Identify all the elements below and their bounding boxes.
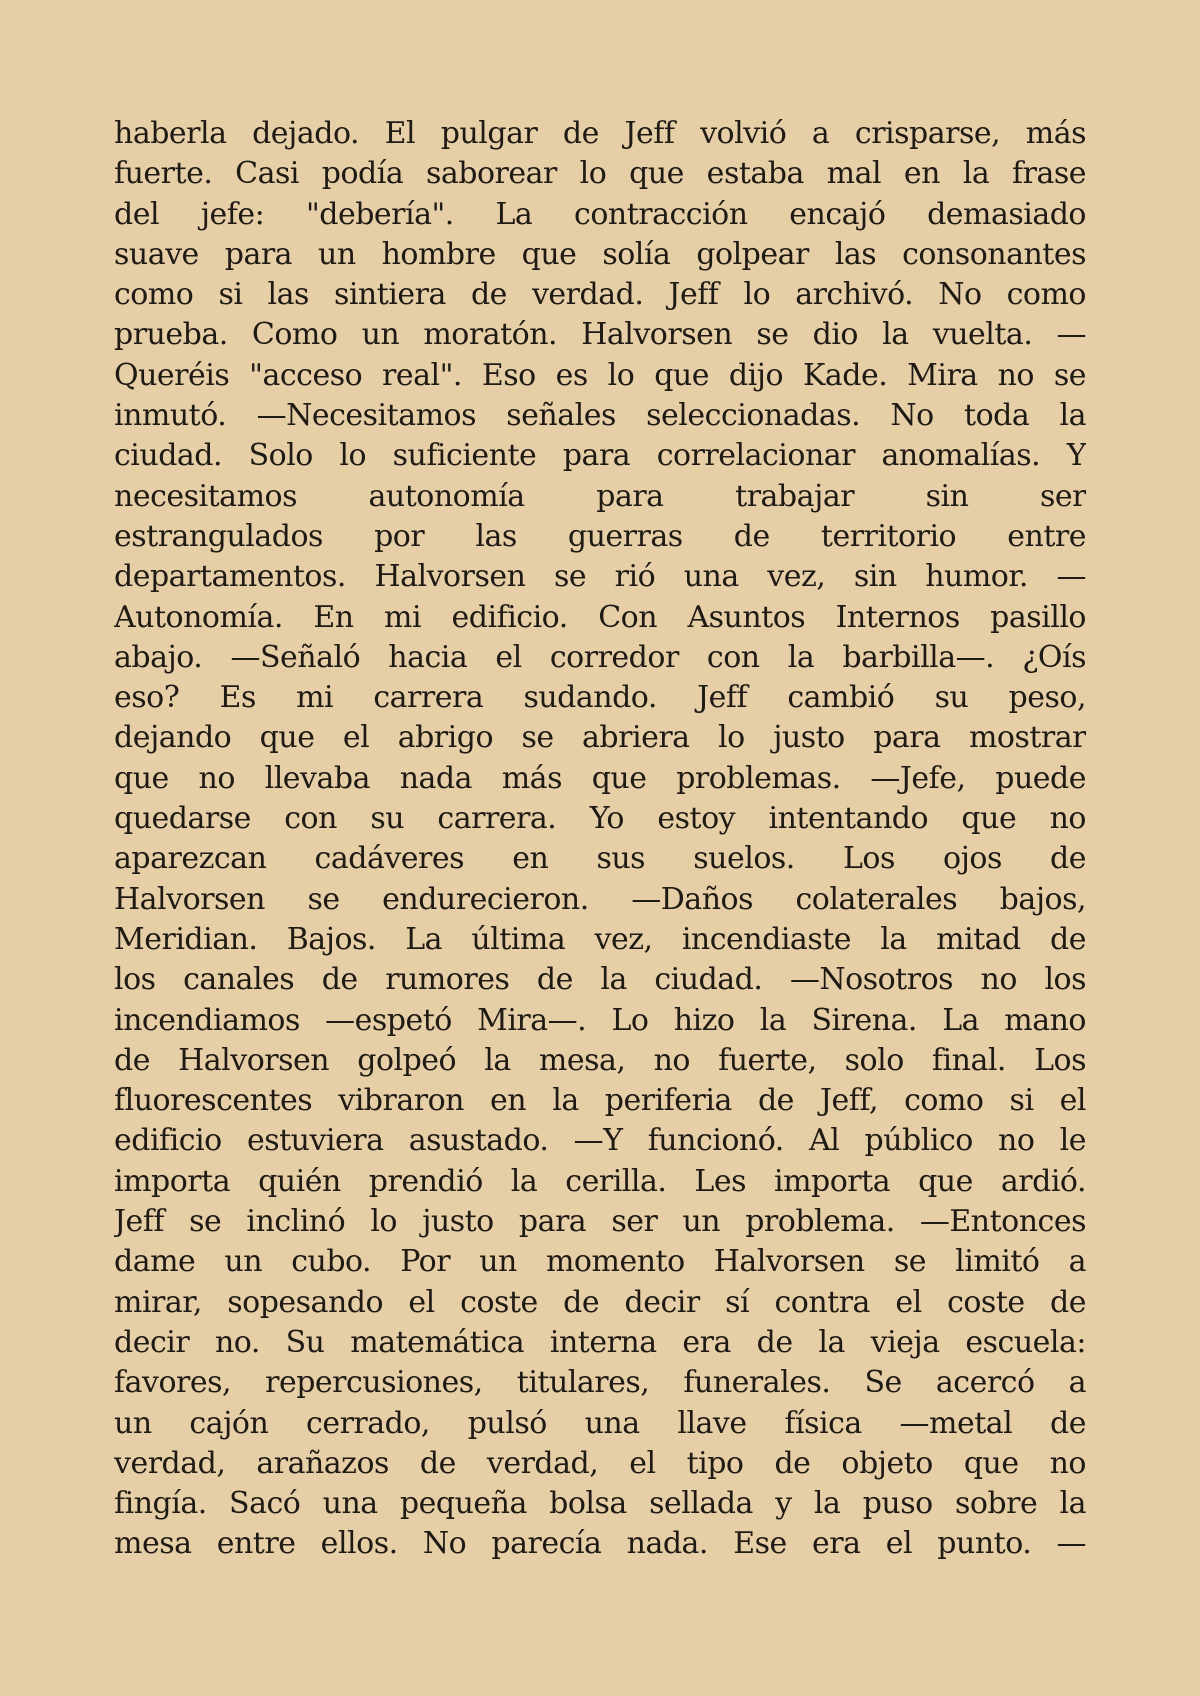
text-line: eso? Es mi carrera sudando. Jeff cambió su peso, bbox=[114, 680, 1086, 716]
text-line: necesitamos autonomía para trabajar sin ser bbox=[114, 478, 1086, 514]
text-line: los canales de rumores de la ciudad. —Nosotros no los bbox=[114, 962, 1086, 998]
text-line: del jefe: "debería". La contracción encajó demasiado bbox=[114, 196, 1086, 232]
text-line: decir no. Su matemática interna era de la vieja escuela: bbox=[114, 1324, 1086, 1360]
text-line: Jeff se inclinó lo justo para ser un problema. —Entonces bbox=[114, 1204, 1086, 1240]
text-line: dejando que el abrigo se abriera lo justo para mostrar bbox=[114, 720, 1086, 756]
text-line: importa quién prendió la cerilla. Les importa que ardió. bbox=[114, 1163, 1086, 1199]
text-line: mesa entre ellos. No parecía nada. Ese era el punto. — bbox=[114, 1526, 1086, 1562]
text-line: departamentos. Halvorsen se rió una vez, sin humor. — bbox=[114, 559, 1086, 595]
text-line: abajo. —Señaló hacia el corredor con la barbilla—. ¿Oís bbox=[114, 639, 1086, 675]
text-line: Queréis "acceso real". Eso es lo que dijo Kade. Mira no se bbox=[114, 357, 1086, 393]
text-line: ciudad. Solo lo suficiente para correlacionar anomalías. Y bbox=[114, 438, 1086, 474]
text-line: estrangulados por las guerras de territorio entre bbox=[114, 518, 1086, 554]
text-line: quedarse con su carrera. Yo estoy intentando que no bbox=[114, 801, 1086, 837]
text-line: mirar, sopesando el coste de decir sí contra el coste de bbox=[114, 1284, 1086, 1320]
text-line: prueba. Como un moratón. Halvorsen se dio la vuelta. — bbox=[114, 317, 1086, 353]
text-line: fuerte. Casi podía saborear lo que estaba mal en la frase bbox=[114, 156, 1086, 192]
text-line: dame un cubo. Por un momento Halvorsen se limitó a bbox=[114, 1244, 1086, 1280]
text-line: fluorescentes vibraron en la periferia de Jeff, como si el bbox=[114, 1083, 1086, 1119]
text-line: como si las sintiera de verdad. Jeff lo archivó. No como bbox=[114, 277, 1086, 313]
text-line: que no llevaba nada más que problemas. —Jefe, puede bbox=[114, 760, 1086, 796]
text-line: de Halvorsen golpeó la mesa, no fuerte, solo final. Los bbox=[114, 1042, 1086, 1078]
text-line: favores, repercusiones, titulares, funerales. Se acercó a bbox=[114, 1365, 1086, 1401]
text-line: suave para un hombre que solía golpear las consonantes bbox=[114, 236, 1086, 272]
text-line: Halvorsen se endurecieron. —Daños colaterales bajos, bbox=[114, 881, 1086, 917]
text-line: edificio estuviera asustado. —Y funcionó. Al público no le bbox=[114, 1123, 1086, 1159]
text-line: fingía. Sacó una pequeña bolsa sellada y la puso sobre la bbox=[114, 1486, 1086, 1522]
text-line: aparezcan cadáveres en sus suelos. Los ojos de bbox=[114, 841, 1086, 877]
document-page bbox=[114, 114, 1086, 1574]
text-line: Autonomía. En mi edificio. Con Asuntos Internos pasillo bbox=[114, 599, 1086, 635]
text-line: inmutó. —Necesitamos señales seleccionadas. No toda la bbox=[114, 398, 1086, 434]
text-line: Meridian. Bajos. La última vez, incendiaste la mitad de bbox=[114, 921, 1086, 957]
text-line: haberla dejado. El pulgar de Jeff volvió a crisparse, más bbox=[114, 116, 1086, 151]
text-line: un cajón cerrado, pulsó una llave física —metal de bbox=[114, 1405, 1086, 1441]
text-line: verdad, arañazos de verdad, el tipo de objeto que no bbox=[114, 1445, 1086, 1481]
text-line: incendiamos —espetó Mira—. Lo hizo la Sirena. La mano bbox=[114, 1002, 1086, 1038]
